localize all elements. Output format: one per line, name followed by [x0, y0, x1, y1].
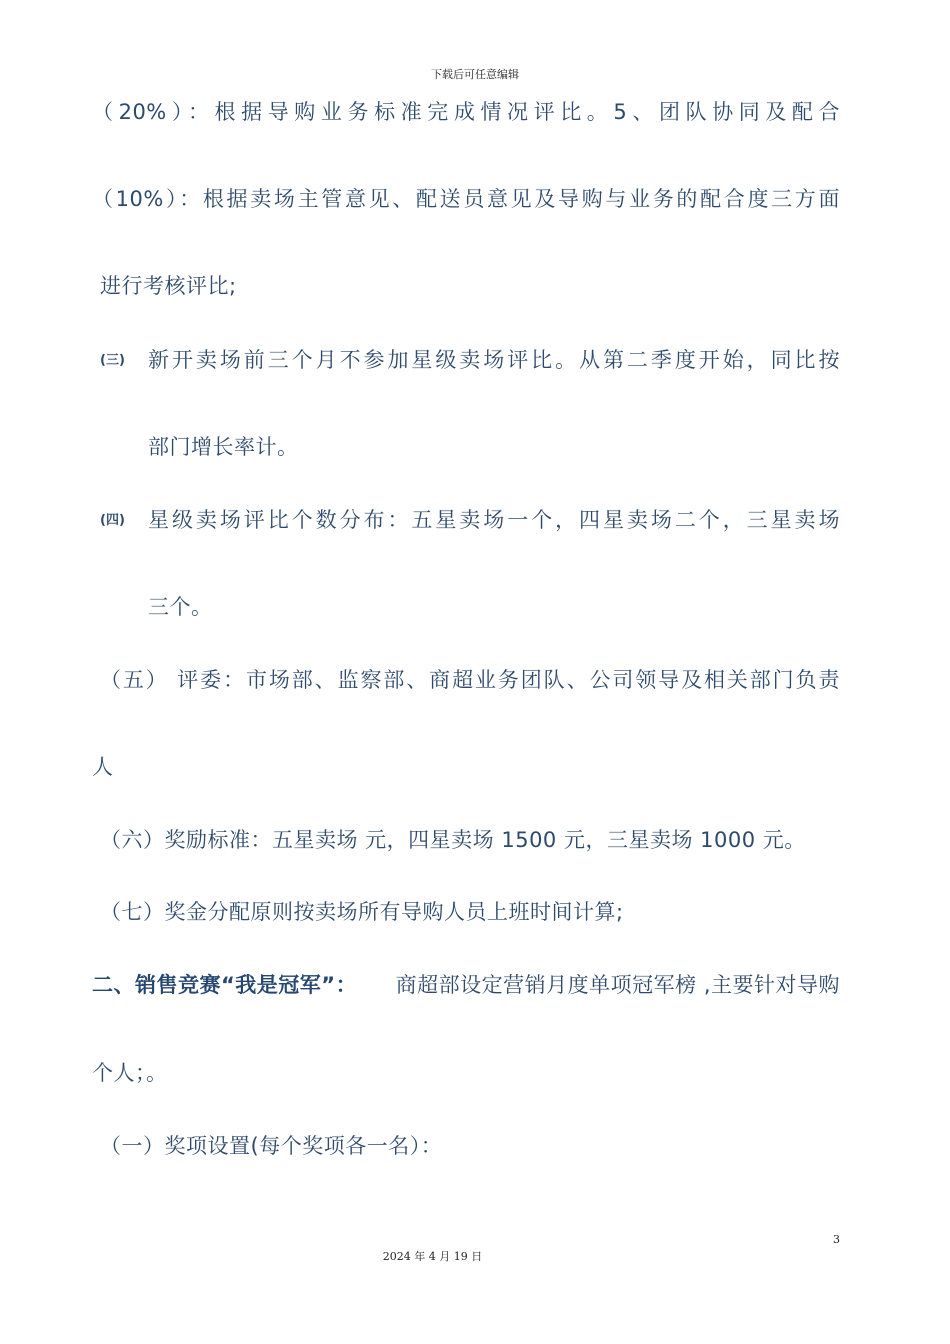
item-4-continuation: 三个。 [148, 595, 213, 619]
page-footer-date: 2024 年 4 月 19 日 [382, 1250, 483, 1263]
section-2-line [92, 970, 840, 1000]
item-4-text: 星级卖场评比个数分布：五星卖场一个，四星卖场二个，三星卖场 [148, 508, 840, 532]
sub-item-1-text: （一）奖项设置(每个奖项各一名）： [100, 1134, 443, 1158]
page-number: 3 [833, 1233, 840, 1246]
item-3-text: 新开卖场前三个月不参加星级卖场评比。从第二季度开始，同比按 [148, 348, 840, 372]
section-2-text: 商超部设定营销月度单项冠军榜 ,主要针对导购 [395, 973, 840, 997]
item-5-continuation: 人 [92, 755, 114, 779]
item-7-text: （七）奖金分配原则按卖场所有导购人员上班时间计算; [100, 900, 624, 924]
section-2-continuation: 个人；。 [92, 1061, 168, 1085]
item-6-text: （六）奖励标准：五星卖场 元，四星卖场 1500 元，三星卖场 1000 元。 [100, 828, 806, 852]
item-3-marker: (三) [100, 353, 125, 368]
item-3-continuation: 部门增长率计。 [148, 435, 299, 459]
page-header: 下载后可任意编辑 [431, 68, 519, 81]
paragraph-line-2: （10%）：根据卖场主管意见、配送员意见及导购与业务的配合度三方面 [92, 187, 840, 211]
item-5-text: （五） 评委：市场部、监察部、商超业务团队、公司领导及相关部门负责 [100, 668, 840, 692]
section-2-heading: 二、销售竞赛“我是冠军”： [92, 973, 358, 997]
paragraph-line-3: 进行考核评比; [100, 274, 237, 298]
paragraph-line-1: （20%）：根据导购业务标准完成情况评比。5、团队协同及配合 [92, 100, 840, 124]
item-4-marker: (四) [100, 513, 125, 528]
